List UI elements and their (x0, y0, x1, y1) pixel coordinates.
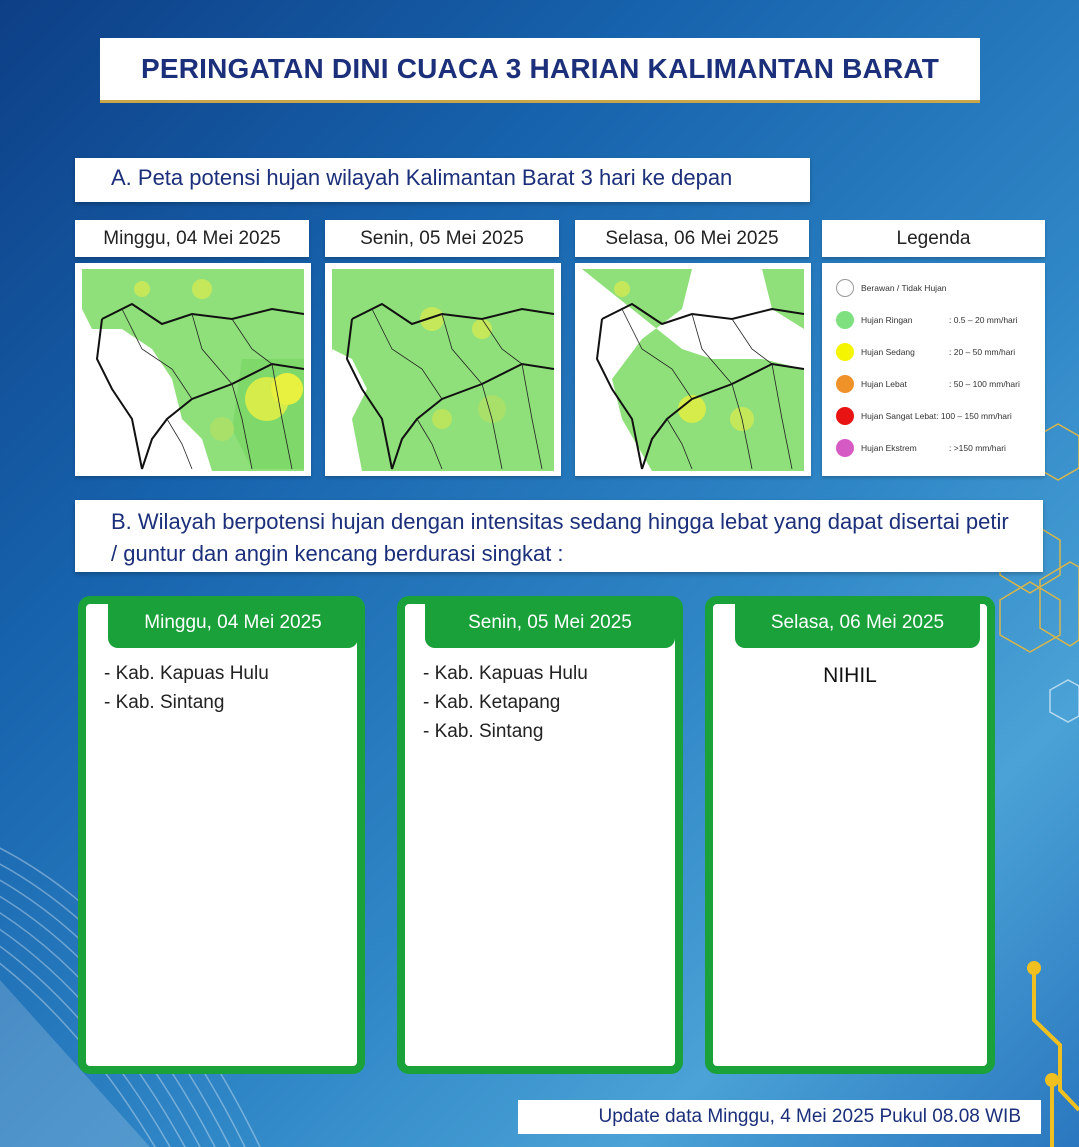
map-date-3: Selasa, 06 Mei 2025 (575, 220, 809, 257)
legend-item-range: : >150 mm/hari (949, 443, 1006, 453)
legend-item (836, 278, 947, 298)
title-box (100, 38, 980, 103)
list-item: - Kab. Sintang (423, 721, 544, 742)
card-date-1: Minggu, 04 Mei 2025 (108, 598, 358, 648)
legend-swatch-light (836, 311, 854, 329)
card-date-2: Senin, 05 Mei 2025 (425, 598, 675, 648)
map-date-1: Minggu, 04 Mei 2025 (75, 220, 309, 257)
section-b-header (75, 500, 1043, 572)
legend-item-name: Hujan Lebat (861, 379, 907, 389)
legend-item-range: : 50 – 100 mm/hari (949, 379, 1020, 389)
map-date-2: Senin, 05 Mei 2025 (325, 220, 559, 257)
rain-map-3 (575, 263, 811, 476)
legend-swatch-very-heavy (836, 407, 854, 425)
section-b-label: B. Wilayah berpotensi hujan dengan intensitas sedang hingga lebat yang dapat disertai petir / guntur dan angin kencang berdurasi singkat : (111, 509, 1009, 566)
legend-swatch-heavy (836, 375, 854, 393)
legend-item-range: : 0.5 – 20 mm/hari (949, 315, 1018, 325)
legend-item-name: Hujan Ringan (861, 315, 913, 325)
legend-title: Legenda (822, 220, 1045, 257)
rain-map-2 (325, 263, 561, 476)
legend-panel (822, 263, 1045, 476)
legend-item-range: : 20 – 50 mm/hari (949, 347, 1016, 357)
rain-map-3-graphic (582, 269, 804, 471)
region-list-1 (104, 659, 269, 717)
forecast-card-1 (78, 596, 365, 1074)
legend-item (836, 342, 1015, 362)
forecast-card-2 (397, 596, 683, 1074)
card-date-3: Selasa, 06 Mei 2025 (735, 598, 980, 648)
legend-item (836, 374, 1020, 394)
legend-item-range: : 100 – 150 mm/hari (936, 411, 1012, 421)
list-item: - Kab. Ketapang (423, 692, 561, 713)
section-a-header (75, 158, 810, 202)
list-item: - Kab. Sintang (104, 692, 225, 713)
list-item: - Kab. Kapuas Hulu (104, 663, 269, 684)
page-title: PERINGATAN DINI CUACA 3 HARIAN KALIMANTAN BARAT (140, 53, 940, 84)
legend-item-name: Berawan / Tidak Hujan (861, 283, 947, 293)
update-info: Update data Minggu, 4 Mei 2025 Pukul 08.08 WIB (518, 1100, 1041, 1134)
rain-map-1 (75, 263, 311, 476)
region-list-2 (423, 659, 588, 746)
nihil-label: NIHIL (823, 664, 877, 687)
legend-item (836, 438, 1006, 458)
legend-swatch-moderate (836, 343, 854, 361)
rain-map-2-graphic (332, 269, 554, 471)
rain-map-1-graphic (82, 269, 304, 471)
legend-item (836, 310, 1018, 330)
legend-item-name: Hujan Ekstrem (861, 443, 917, 453)
legend-swatch-none (836, 279, 854, 297)
section-a-label: A. Peta potensi hujan wilayah Kalimantan Barat 3 hari ke depan (111, 165, 733, 190)
legend-item-name: Hujan Sangat Lebat (861, 411, 937, 421)
legend-swatch-extreme (836, 439, 854, 457)
list-item: - Kab. Kapuas Hulu (423, 663, 588, 684)
legend-item (836, 406, 1012, 426)
legend-item-name: Hujan Sedang (861, 347, 915, 357)
forecast-card-3 (705, 596, 995, 1074)
